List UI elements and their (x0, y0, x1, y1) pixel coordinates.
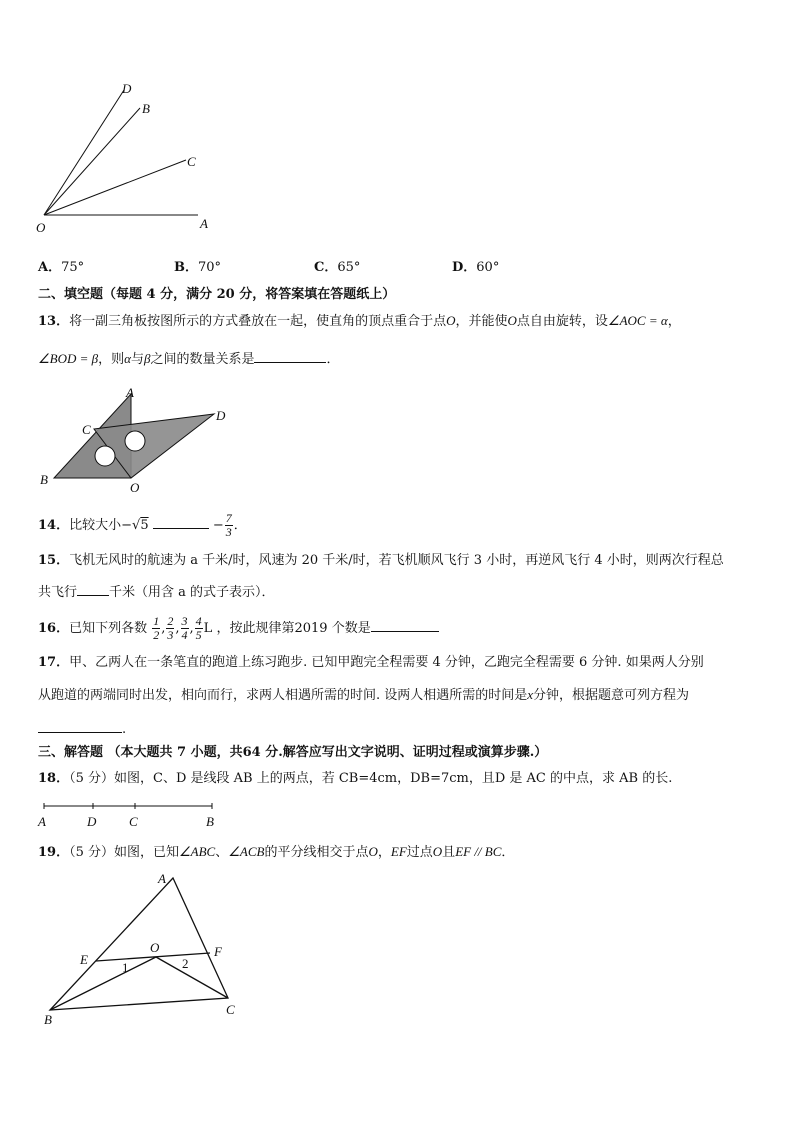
ray-ob (44, 108, 140, 215)
figure-q12-rays (30, 78, 220, 238)
triangle-abc (50, 878, 228, 1010)
q15-line-2: 共飞行 千米（用含 a 的式子表示）． (38, 581, 275, 602)
figure-q19-triangle (40, 868, 250, 1028)
q13-line-2: ∠BOD = β，则α与β之间的数量关系是 ． (38, 348, 340, 369)
fraction-4-5: $\frac{4}{5}$ (195, 614, 202, 642)
q13-line-1: 13．将一副三角板按图所示的方式叠放在一起，使直角的顶点重合于点O，并能使O点自由旋转，设∠AOC = α， (38, 313, 681, 329)
label-b: B (44, 1012, 52, 1027)
fraction-3-4: $\frac{3}{4}$ (181, 614, 188, 642)
q17-line-3: . (38, 718, 126, 739)
section-3-heading: 三、解答题 （本大题共 7 小题，共64 分.解答应写出文字说明、证明过程或演算步骤.） (38, 745, 548, 760)
q14-line: 14．比较大小−√5 − $\frac{7}{3}$ ． (38, 511, 247, 539)
q17-line-1: 17．甲、乙两人在一条笔直的跑道上练习跑步. 已知甲跑完全程需要 4 分钟，乙跑完全程需要 6 分钟. 如果两人分别 (38, 655, 704, 670)
label-d: D (87, 814, 97, 829)
ray-od (44, 90, 124, 215)
figure-q18-segment (36, 800, 226, 830)
choice-a[interactable]: A．75° (38, 260, 85, 275)
ray-oc (44, 160, 186, 215)
fraction-2-3: $\frac{2}{3}$ (167, 614, 174, 642)
q19-line: 19．（5 分）如图，已知∠ABC、∠ACB的平分线相交于点O，EF过点O且EF // BC． (38, 844, 515, 860)
label-d: D (216, 408, 226, 423)
label-c: C (187, 154, 196, 169)
fraction-7-3: $\frac{7}{3}$ (225, 511, 232, 539)
label-e: E (80, 952, 88, 967)
choice-b[interactable]: B．70° (174, 260, 222, 275)
label-a: A (126, 385, 134, 400)
fraction-1-2: $\frac{1}{2}$ (153, 614, 160, 642)
q17-line-2: 从跑道的两端同时出发，相向而行，求两人相遇所需的时间. 设两人相遇所需的时间是x分钟，根据题意可列方程为 (38, 687, 690, 703)
q15-answer-blank[interactable] (77, 581, 109, 596)
label-o: O (150, 940, 160, 955)
label-o: O (36, 220, 46, 235)
label-c: C (129, 814, 138, 829)
label-a: A (38, 814, 46, 829)
label-c: C (82, 422, 91, 437)
label-b: B (142, 101, 150, 116)
choice-d[interactable]: D．60° (452, 260, 500, 275)
choice-c[interactable]: C．65° (314, 260, 361, 275)
q18-line: 18．（5 分）如图，C、D 是线段 AB 上的两点，若 CB=4cm，DB=7cm，且D 是 AC 的中点，求 AB 的长. (38, 771, 673, 786)
label-b: B (206, 814, 214, 829)
q15-line-1: 15．飞机无风时的航速为 a 千米/时，风速为 20 千米/时，若飞机顺风飞行 3 小时，再逆风飞行 4 小时，则两次行程总 (38, 553, 724, 568)
q13-answer-blank[interactable] (254, 348, 326, 363)
label-a: A (200, 216, 208, 231)
label-angle-1: 1 (122, 960, 129, 975)
label-f: F (214, 944, 222, 959)
label-o: O (130, 480, 140, 495)
q17-answer-blank[interactable] (38, 718, 122, 733)
section-2-heading: 二、填空题（每题 4 分，满分 20 分，将答案填在答题纸上） (38, 287, 396, 302)
segment-co (156, 957, 228, 998)
label-d: D (122, 81, 132, 96)
q14-answer-blank[interactable] (153, 514, 209, 529)
label-a: A (158, 871, 166, 886)
q16-line: 16．已知下列各数 $\frac{1}{2}$ , $\frac{2}{3}$ , $\frac{3}{4}$ , $\frac{4}{5}$ L ，按此规律第2019 个数是 (38, 614, 439, 644)
label-b: B (40, 472, 48, 487)
hole-2 (125, 431, 145, 451)
label-angle-2: 2 (182, 956, 189, 971)
label-c: C (226, 1002, 235, 1017)
hole-1 (95, 446, 115, 466)
q16-answer-blank[interactable] (371, 617, 439, 632)
figure-q13-set-squares (36, 384, 236, 496)
segment-bo (50, 957, 156, 1010)
